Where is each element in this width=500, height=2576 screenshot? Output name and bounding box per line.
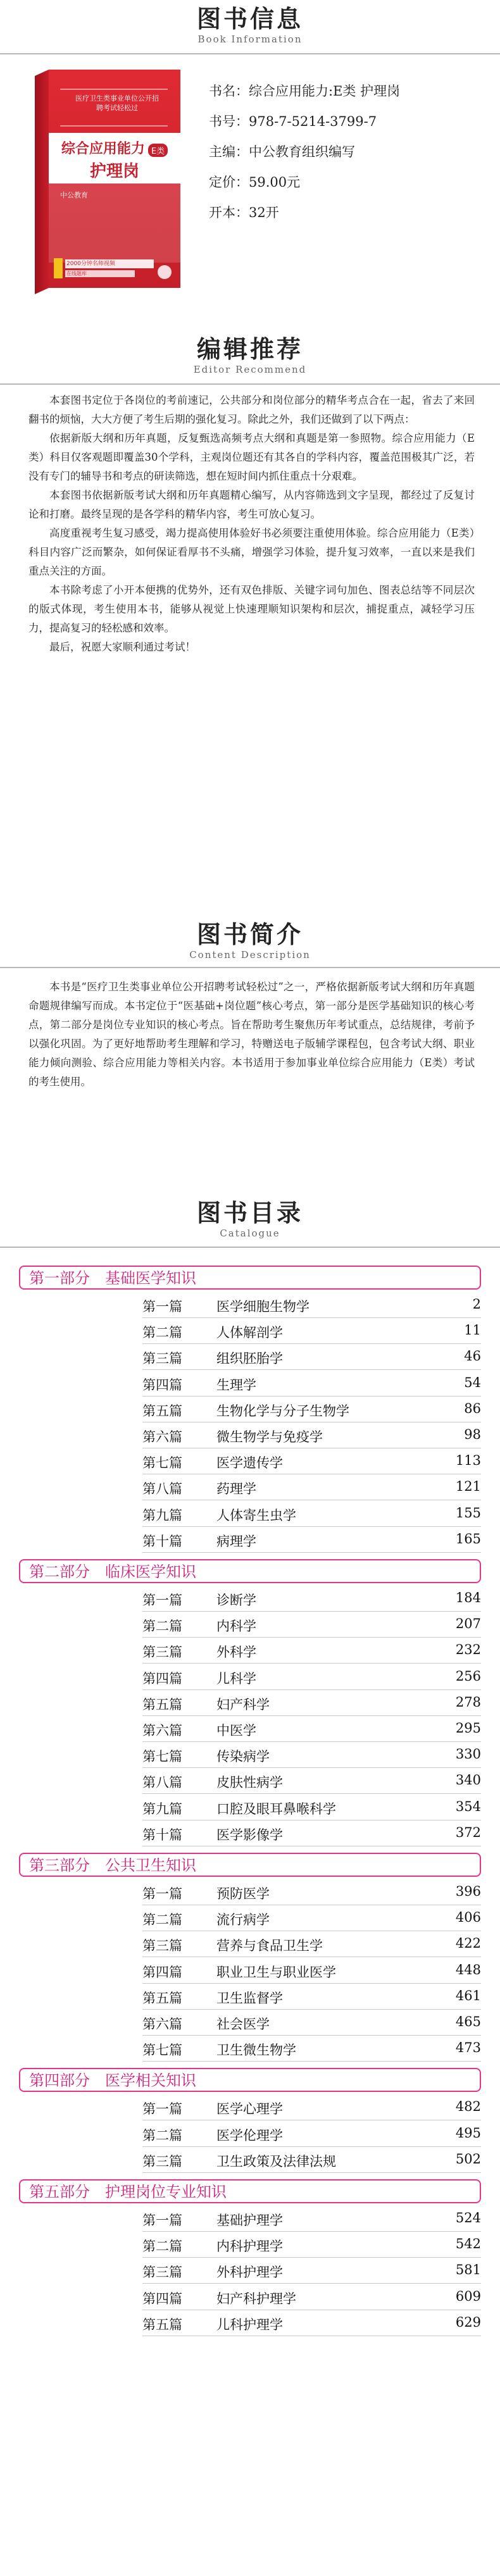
chapter-page: 461: [455, 1988, 481, 2003]
chapter-number: 第六篇: [142, 1723, 182, 1738]
chapter-page: 372: [455, 1824, 481, 1840]
chapter-name: 诊断学: [216, 1593, 256, 1608]
book-price-field: 定价：59.00元: [209, 175, 301, 190]
cover-bottom-badge: 2000分钟名师视频: [66, 261, 115, 267]
chapter-name: 儿科学: [216, 1671, 256, 1686]
chapter-page: 354: [455, 1798, 481, 1814]
chapter-number: 第五篇: [142, 1403, 182, 1419]
chapter-page: 121: [455, 1479, 481, 1495]
catalogue-chapter-row: [142, 1743, 481, 1768]
chapter-number: 第三篇: [142, 2265, 182, 2280]
chapter-page: 581: [455, 2262, 481, 2278]
chapter-page: 165: [455, 1531, 481, 1546]
chapter-number: 第五篇: [142, 1990, 182, 2006]
chapter-page: 2: [472, 1297, 481, 1312]
chapter-page: 46: [464, 1348, 481, 1364]
chapter-name: 微生物学与免疫学: [216, 1429, 323, 1445]
chapter-page: 295: [455, 1720, 481, 1736]
chapter-page: 155: [455, 1505, 481, 1521]
catalogue-chapter-row: [142, 1372, 481, 1397]
chapter-name: 内科学: [216, 1619, 256, 1634]
section-title: 图书目录: [196, 1199, 303, 1227]
chapter-number: 第一篇: [142, 2101, 182, 2117]
chapter-number: 第二篇: [142, 2239, 182, 2255]
chapter-page: 86: [464, 1400, 481, 1416]
book-info-list: [209, 76, 487, 228]
catalogue-part-label: 第五部分 护理岗位专业知识: [29, 2183, 227, 2201]
book-title-field: 书名：综合应用能力:E类 护理岗: [209, 84, 401, 99]
chapter-number: 第四篇: [142, 1377, 182, 1393]
catalogue-chapter-row: [142, 1691, 481, 1716]
chapter-number: 第三篇: [142, 1645, 182, 1660]
catalogue-chapter-row: [142, 1528, 481, 1553]
catalogue-part-header: [19, 2068, 481, 2092]
chapter-number: 第六篇: [142, 1429, 182, 1445]
chapter-name: 卫生微生物学: [216, 2043, 296, 2058]
catalogue-chapter-row: [142, 1932, 481, 1957]
chapter-number: 第七篇: [142, 1749, 182, 1765]
chapter-number: 第七篇: [142, 1455, 182, 1471]
chapter-name: 人体解剖学: [216, 1325, 283, 1341]
divider: [0, 1247, 500, 1248]
catalogue-chapter-row: [142, 2259, 481, 2284]
chapter-number: 第七篇: [142, 2043, 182, 2058]
section-header-intro: [0, 921, 500, 961]
catalogue-chapter-row: [142, 1613, 481, 1638]
catalogue-chapter-row: [142, 1319, 481, 1344]
catalogue-chapter-row: [142, 1345, 481, 1370]
cover-title-badge: E类: [148, 144, 168, 157]
chapter-name: 营养与食品卫生学: [216, 1938, 323, 1954]
paragraph: 依据新版大纲和历年真题，反复甄选高频考点大纲和真题是第一参照物。综合应用能力（E类）科目仅客观题即覆盖30个学科，主观岗位题还有其各自的学科内容，覆盖范围极其广泛，若没有专门的辅导书和考点的研读筛选，想在短时间内抓住重点十分艰难。: [28, 432, 475, 482]
chapter-page: 448: [455, 1962, 481, 1977]
catalogue-chapter-row: [142, 2312, 481, 2336]
chapter-number: 第八篇: [142, 1775, 182, 1791]
catalogue-part-header: [19, 1266, 481, 1290]
editor-recommend-text: [28, 391, 475, 657]
chapter-name: 药理学: [216, 1481, 256, 1497]
catalogue-chapter-row: [142, 1769, 481, 1794]
catalogue-chapter-row: [142, 1502, 481, 1527]
chapter-name: 预防医学: [216, 1886, 270, 1901]
divider: [0, 383, 500, 385]
chapter-page: 256: [455, 1668, 481, 1684]
section-subtitle: Content Description: [189, 949, 311, 961]
chapter-page: 422: [455, 1936, 481, 1951]
chapter-number: 第二篇: [142, 1619, 182, 1634]
chapter-number: 第三篇: [142, 2153, 182, 2169]
chapter-number: 第五篇: [142, 2317, 182, 2332]
chapter-number: 第九篇: [142, 1507, 182, 1523]
paragraph: 本书是“医疗卫生类事业单位公开招聘考试轻松过”之一，严格依据新版考试大纲和历年真题命题规律编写而成。本书定位于“医基础+岗位题”核心考点，第一部分是医学基础知识的核心考点，第二部分是岗位专业知识的核心考点。旨在帮助考生聚焦历年考试重点，总结规律，考前予以强化巩固。为了更好地帮助考生理解和学习，特赠送电子版辅学课程包，包含考试大纲、职业能力倾向测验、综合应用能力等相关内容。本书适用于参加事业单位综合应用能力（E类）考试的考生使用。: [28, 981, 475, 1088]
chapter-number: 第十篇: [142, 1827, 182, 1843]
catalogue-chapter-row: [142, 1639, 481, 1664]
chapter-name: 基础护理学: [216, 2213, 283, 2228]
chapter-name: 流行病学: [216, 1912, 270, 1928]
catalogue-chapter-row: [142, 1424, 481, 1448]
chapter-number: 第二篇: [142, 1325, 182, 1341]
catalogue-chapter-row: [142, 2207, 481, 2232]
section-subtitle: Catalogue: [220, 1228, 280, 1239]
chapter-number: 第四篇: [142, 1964, 182, 1980]
chapter-page: 330: [455, 1746, 481, 1762]
chapter-number: 第十篇: [142, 1533, 182, 1549]
catalogue-chapter-row: [142, 1293, 481, 1318]
cover-press: 中公教育: [60, 191, 88, 199]
chapter-page: 629: [455, 2314, 481, 2330]
catalogue-chapter-row: [142, 2122, 481, 2147]
intro-text: [28, 978, 475, 1092]
chapter-name: 人体寄生虫学: [216, 1507, 296, 1523]
catalogue-chapter-row: [142, 2011, 481, 2036]
chapter-name: 医学影像学: [216, 1827, 283, 1843]
chapter-name: 病理学: [216, 1533, 256, 1549]
chapter-page: 473: [455, 2040, 481, 2056]
chapter-name: 组织胚胎学: [216, 1351, 283, 1367]
catalogue-part-header: [19, 1853, 481, 1877]
chapter-name: 卫生监督学: [216, 1990, 283, 2006]
catalogue-chapter-row: [142, 1959, 481, 1984]
catalogue-part-label: 第四部分 医学相关知识: [29, 2072, 196, 2090]
chapter-name: 生物化学与分子生物学: [216, 1403, 349, 1419]
paragraph: 本套图书定位于各岗位的考前速记，公共部分和岗位部分的精华考点合在一起，省去了来回翻书的烦恼，大大方便了考生后期的强化复习。除此之外，我们还做到了以下两点：: [28, 394, 475, 425]
cover-title-sub: 护理岗: [89, 162, 139, 181]
chapter-number: 第三篇: [142, 1351, 182, 1367]
catalogue-part-label: 第三部分 公共卫生知识: [29, 1857, 196, 1874]
catalogue-chapter-row: [142, 1985, 481, 2010]
chapter-number: 第四篇: [142, 1671, 182, 1686]
chapter-number: 第一篇: [142, 2213, 182, 2228]
catalogue-chapter-row: [142, 1398, 481, 1422]
chapter-name: 皮肤性病学: [216, 1775, 283, 1791]
section-header-info: [0, 5, 500, 46]
chapter-page: 542: [455, 2236, 481, 2252]
catalogue-part-label: 第二部分 临床医学知识: [29, 1563, 196, 1581]
catalogue-chapter-row: [142, 2037, 481, 2062]
paragraph: 本套图书依据新版考试大纲和历年真题精心编写，从内容筛选到文字呈现，都经过了反复讨论和打磨。最终呈现的是各学科的精华内容，考生可放心复习。: [28, 489, 475, 520]
chapter-page: 184: [455, 1590, 481, 1605]
chapter-number: 第二篇: [142, 2127, 182, 2143]
chapter-page: 232: [455, 1642, 481, 1658]
section-title: 编辑推荐: [196, 335, 303, 363]
chapter-page: 465: [455, 2014, 481, 2029]
chapter-number: 第一篇: [142, 1886, 182, 1901]
catalogue-part-header: [19, 1559, 481, 1583]
chapter-page: 113: [455, 1453, 481, 1469]
chapter-name: 外科学: [216, 1645, 256, 1660]
chapter-number: 第五篇: [142, 1696, 182, 1712]
book-format-field: 开本：32开: [209, 205, 279, 220]
chapter-name: 妇产科学: [216, 1696, 270, 1712]
chapter-number: 第二篇: [142, 1912, 182, 1928]
chapter-page: 278: [455, 1694, 481, 1710]
chapter-page: 54: [464, 1374, 481, 1390]
paragraph: 最后，祝愿大家顺利通过考试！: [49, 641, 196, 653]
chapter-page: 609: [455, 2288, 481, 2304]
catalogue-chapter-row: [142, 2096, 481, 2120]
section-subtitle: Editor Recommend: [193, 364, 307, 375]
section-header-catalogue: [0, 1199, 500, 1240]
catalogue-chapter-row: [142, 1907, 481, 1931]
chapter-name: 医学心理学: [216, 2101, 283, 2117]
catalogue-chapter-row: [142, 2148, 481, 2173]
catalogue-chapter-row: [142, 1450, 481, 1474]
section-title: 图书信息: [196, 5, 303, 33]
chapter-page: 406: [455, 1910, 481, 1926]
chapter-number: 第六篇: [142, 2017, 182, 2032]
chapter-name: 医学伦理学: [216, 2127, 283, 2143]
chapter-page: 11: [464, 1322, 481, 1338]
chapter-name: 医学遗传学: [216, 1455, 283, 1471]
section-title: 图书简介: [196, 921, 303, 949]
chapter-page: 502: [455, 2151, 481, 2167]
chapter-name: 儿科护理学: [216, 2317, 283, 2332]
book-editor-field: 主编：中公教育组织编写: [209, 144, 355, 159]
cover-title-main: 综合应用能力 E类: [49, 138, 180, 158]
paragraph: 本书除考虑了小开本便携的优势外，还有双色排版、关键字词句加色、图表总结等不同层次的版式体现，考生使用本书，能够从视觉上快速理顺知识架构和层次，捕捉重点，减轻学习压力，提高复习的轻松感和效率。: [28, 584, 475, 634]
chapter-name: 职业卫生与职业医学: [216, 1964, 336, 1980]
chapter-number: 第九篇: [142, 1801, 182, 1817]
catalogue-chapter-row: [142, 2286, 481, 2310]
section-subtitle: Book Information: [197, 34, 303, 45]
chapter-name: 内科护理学: [216, 2239, 283, 2255]
chapter-page: 396: [455, 1884, 481, 1899]
section-header-editor: [0, 335, 500, 376]
chapter-number: 第四篇: [142, 2291, 182, 2306]
chapter-page: 482: [455, 2099, 481, 2115]
catalogue-chapter-row: [142, 1587, 481, 1612]
chapter-page: 98: [464, 1427, 481, 1442]
chapter-number: 第八篇: [142, 1481, 182, 1497]
chapter-name: 外科护理学: [216, 2265, 283, 2280]
chapter-name: 口腔及眼耳鼻喉科学: [216, 1801, 336, 1817]
catalogue-chapter-row: [142, 1796, 481, 1820]
chapter-name: 传染病学: [216, 1749, 270, 1765]
cover-bottom-badge2: 在线题库: [66, 271, 87, 277]
chapter-number: 第一篇: [142, 1299, 182, 1314]
paragraph: 高度重视考生复习感受，竭力提高使用体验好书必须要注重使用体验。综合应用能力（E类）科目内容广泛而繁杂，如何保证看厚书不头痛，增强学习体验，提升复习效率，一直以来是我们重点关注的方面。: [28, 527, 475, 577]
chapter-page: 495: [455, 2125, 481, 2141]
catalogue-chapter-row: [142, 1881, 481, 1905]
chapter-page: 207: [455, 1616, 481, 1632]
chapter-number: 第一篇: [142, 1593, 182, 1608]
book-isbn-field: 书号：978-7-5214-3799-7: [209, 114, 377, 129]
catalogue-chapter-row: [142, 1717, 481, 1742]
catalogue-chapter-row: [142, 1822, 481, 1846]
catalogue-part-label: 第一部分 基础医学知识: [29, 1269, 196, 1287]
chapter-name: 生理学: [216, 1377, 256, 1393]
catalogue-chapter-row: [142, 1476, 481, 1500]
chapter-name: 卫生政策及法律法规: [216, 2153, 336, 2169]
book-cover-image: [35, 70, 180, 294]
catalogue-chapter-row: [142, 2233, 481, 2258]
divider: [0, 53, 500, 54]
catalogue-chapter-row: [142, 1665, 481, 1690]
catalogue-part-header: [19, 2179, 481, 2203]
chapter-page: 524: [455, 2210, 481, 2225]
chapter-number: 第三篇: [142, 1938, 182, 1954]
chapter-page: 340: [455, 1772, 481, 1788]
chapter-name: 中医学: [216, 1723, 256, 1738]
chapter-name: 妇产科护理学: [216, 2291, 296, 2306]
cover-top-text: 医疗卫生类事业单位公开招聘考试轻松过: [75, 94, 159, 112]
chapter-name: 社会医学: [216, 2017, 270, 2032]
divider: [0, 967, 500, 968]
chapter-name: 医学细胞生物学: [216, 1299, 309, 1314]
